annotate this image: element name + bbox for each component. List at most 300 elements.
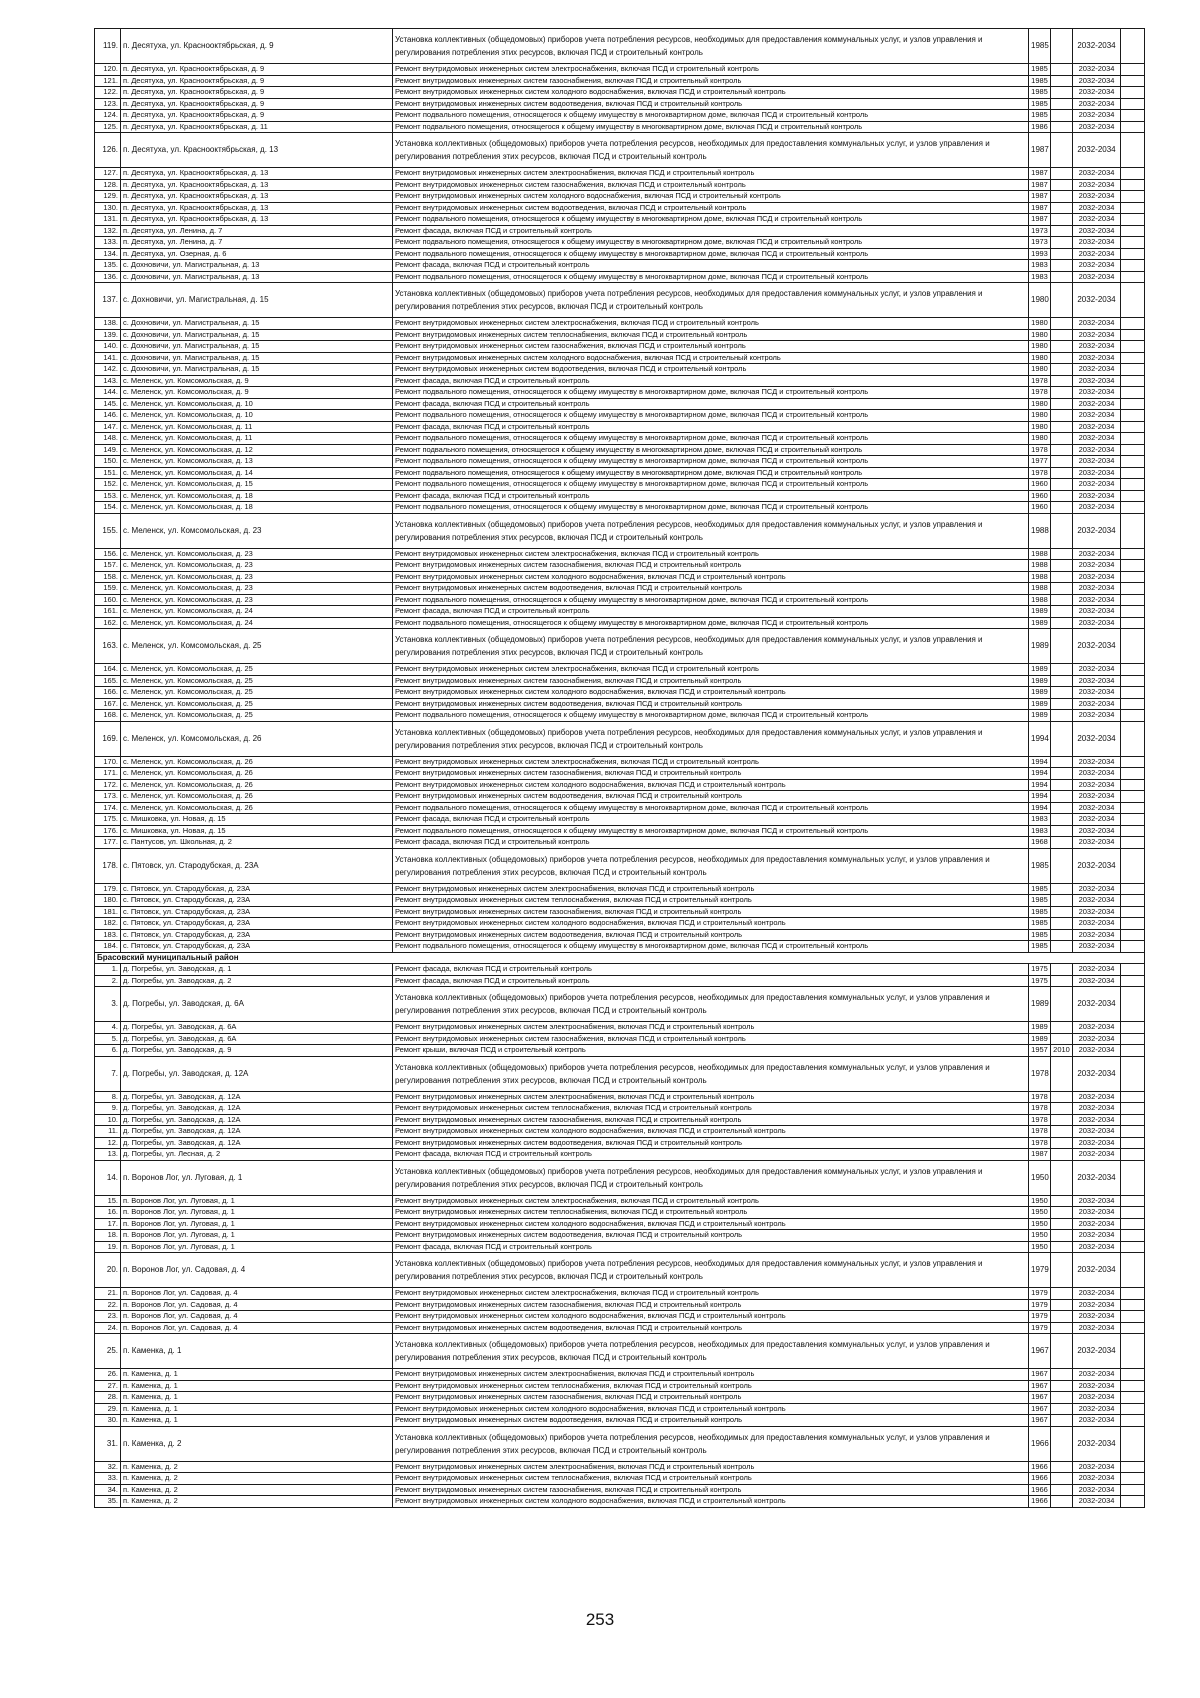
blank-cell <box>1121 768 1145 780</box>
last-repair-year-cell <box>1051 756 1073 768</box>
address-cell: с. Дохновичи, ул. Магистральная, д. 13 <box>121 260 393 272</box>
planned-period-cell: 2032-2034 <box>1073 121 1121 133</box>
blank-cell <box>1121 1045 1145 1057</box>
address-cell: с. Меленск, ул. Комсомольская, д. 25 <box>121 687 393 699</box>
planned-period-cell: 2032-2034 <box>1073 1484 1121 1496</box>
last-repair-year-cell <box>1051 1218 1073 1230</box>
planned-period-cell: 2032-2034 <box>1073 375 1121 387</box>
commissioning-year-cell: 1985 <box>1029 848 1051 883</box>
blank-cell <box>1121 1311 1145 1323</box>
address-cell: д. Погребы, ул. Заводская, д. 12А <box>121 1103 393 1115</box>
blank-cell <box>1121 191 1145 203</box>
last-repair-year-cell <box>1051 168 1073 180</box>
table-row <box>95 1415 1145 1427</box>
commissioning-year-cell: 1978 <box>1029 387 1051 399</box>
last-repair-year-cell <box>1051 883 1073 895</box>
commissioning-year-cell: 1968 <box>1029 837 1051 849</box>
address-cell: с. Дохновичи, ул. Магистральная, д. 15 <box>121 341 393 353</box>
table-row <box>95 214 1145 226</box>
planned-period-cell: 2032-2034 <box>1073 1392 1121 1404</box>
row-number: 140. <box>95 341 121 353</box>
row-number: 35. <box>95 1496 121 1508</box>
last-repair-year-cell <box>1051 1380 1073 1392</box>
commissioning-year-cell: 1950 <box>1029 1160 1051 1195</box>
address-cell: с. Дохновичи, ул. Магистральная, д. 13 <box>121 271 393 283</box>
row-number: 180. <box>95 895 121 907</box>
commissioning-year-cell: 1985 <box>1029 110 1051 122</box>
commissioning-year-cell: 1994 <box>1029 768 1051 780</box>
address-cell: с. Меленск, ул. Комсомольская, д. 23 <box>121 548 393 560</box>
planned-period-cell: 2032-2034 <box>1073 1195 1121 1207</box>
row-number: 20. <box>95 1253 121 1288</box>
address-cell: п. Десятуха, ул. Красноoктябрьская, д. 13 <box>121 168 393 180</box>
work-type-cell: Ремонт фасада, включая ПСД и строительный контроль <box>393 421 1029 433</box>
planned-period-cell: 2032-2034 <box>1073 1299 1121 1311</box>
blank-cell <box>1121 964 1145 976</box>
work-type-cell: Ремонт внутридомовых инженерных систем водоотведения, включая ПСД и строительный контроль <box>393 1137 1029 1149</box>
row-number: 119. <box>95 29 121 64</box>
table-row <box>95 1103 1145 1115</box>
commissioning-year-cell: 1978 <box>1029 1103 1051 1115</box>
commissioning-year-cell: 1985 <box>1029 918 1051 930</box>
planned-period-cell: 2032-2034 <box>1073 29 1121 64</box>
table-row <box>95 606 1145 618</box>
table-row <box>95 1253 1145 1288</box>
last-repair-year-cell <box>1051 975 1073 987</box>
address-cell: с. Меленск, ул. Комсомольская, д. 25 <box>121 710 393 722</box>
address-cell: п. Каменка, д. 2 <box>121 1496 393 1508</box>
planned-period-cell: 2032-2034 <box>1073 1230 1121 1242</box>
row-number: 15. <box>95 1195 121 1207</box>
work-type-cell: Установка коллективных (общедомовых) приборов учета потребления ресурсов, необходимых для предоставления коммунальных услуг, и узлов управления и регулирования потребления этих ресурсов, включая ПСД и строительный контроль <box>393 29 1029 64</box>
address-cell: с. Меленск, ул. Комсомольская, д. 25 <box>121 664 393 676</box>
planned-period-cell: 2032-2034 <box>1073 456 1121 468</box>
table-row <box>95 825 1145 837</box>
last-repair-year-cell <box>1051 1415 1073 1427</box>
planned-period-cell: 2032-2034 <box>1073 848 1121 883</box>
blank-cell <box>1121 1091 1145 1103</box>
address-cell: с. Меленск, ул. Комсомольская, д. 26 <box>121 791 393 803</box>
work-type-cell: Ремонт внутридомовых инженерных систем водоотведения, включая ПСД и строительный контроль <box>393 1230 1029 1242</box>
blank-cell <box>1121 1195 1145 1207</box>
row-number: 183. <box>95 929 121 941</box>
commissioning-year-cell: 1979 <box>1029 1288 1051 1300</box>
planned-period-cell: 2032-2034 <box>1073 260 1121 272</box>
address-cell: д. Погребы, ул. Заводская, д. 6А <box>121 1022 393 1034</box>
work-type-cell: Установка коллективных (общедомовых) приборов учета потребления ресурсов, необходимых для предоставления коммунальных услуг, и узлов управления и регулирования потребления этих ресурсов, включая ПСД и строительный контроль <box>393 848 1029 883</box>
last-repair-year-cell <box>1051 433 1073 445</box>
work-type-cell: Ремонт фасада, включая ПСД и строительный контроль <box>393 964 1029 976</box>
commissioning-year-cell: 1950 <box>1029 1241 1051 1253</box>
last-repair-year-cell <box>1051 1299 1073 1311</box>
commissioning-year-cell: 1960 <box>1029 479 1051 491</box>
planned-period-cell: 2032-2034 <box>1073 710 1121 722</box>
planned-period-cell: 2032-2034 <box>1073 225 1121 237</box>
table-row <box>95 421 1145 433</box>
blank-cell <box>1121 260 1145 272</box>
address-cell: с. Меленск, ул. Комсомольская, д. 23 <box>121 583 393 595</box>
planned-period-cell: 2032-2034 <box>1073 583 1121 595</box>
planned-period-cell: 2032-2034 <box>1073 1045 1121 1057</box>
blank-cell <box>1121 1114 1145 1126</box>
row-number: 29. <box>95 1403 121 1415</box>
table-row <box>95 756 1145 768</box>
table-row <box>95 1334 1145 1369</box>
planned-period-cell: 2032-2034 <box>1073 906 1121 918</box>
table-row <box>95 513 1145 548</box>
work-type-cell: Ремонт внутридомовых инженерных систем газоснабжения, включая ПСД и строительный контроль <box>393 1299 1029 1311</box>
planned-period-cell: 2032-2034 <box>1073 110 1121 122</box>
work-type-cell: Ремонт внутридомовых инженерных систем водоотведения, включая ПСД и строительный контроль <box>393 364 1029 376</box>
last-repair-year-cell <box>1051 1149 1073 1161</box>
last-repair-year-cell <box>1051 64 1073 76</box>
address-cell: с. Меленск, ул. Комсомольская, д. 24 <box>121 617 393 629</box>
commissioning-year-cell: 1987 <box>1029 202 1051 214</box>
work-type-cell: Ремонт подвального помещения, относящегося к общему имуществу в многоквартирном доме, включая ПСД и строительный контроль <box>393 710 1029 722</box>
table-row <box>95 975 1145 987</box>
work-type-cell: Ремонт подвального помещения, относящегося к общему имуществу в многоквартирном доме, включая ПСД и строительный контроль <box>393 271 1029 283</box>
address-cell: п. Каменка, д. 1 <box>121 1403 393 1415</box>
blank-cell <box>1121 502 1145 514</box>
planned-period-cell: 2032-2034 <box>1073 191 1121 203</box>
commissioning-year-cell: 1980 <box>1029 398 1051 410</box>
planned-period-cell: 2032-2034 <box>1073 364 1121 376</box>
work-type-cell: Ремонт внутридомовых инженерных систем электроснабжения, включая ПСД и строительный контроль <box>393 1195 1029 1207</box>
table-row <box>95 617 1145 629</box>
blank-cell <box>1121 364 1145 376</box>
last-repair-year-cell <box>1051 1369 1073 1381</box>
last-repair-year-cell <box>1051 329 1073 341</box>
commissioning-year-cell: 1967 <box>1029 1392 1051 1404</box>
row-number: 151. <box>95 467 121 479</box>
table-row <box>95 1461 1145 1473</box>
last-repair-year-cell <box>1051 1091 1073 1103</box>
commissioning-year-cell: 1979 <box>1029 1299 1051 1311</box>
last-repair-year-cell <box>1051 502 1073 514</box>
work-type-cell: Ремонт внутридомовых инженерных систем электроснабжения, включая ПСД и строительный контроль <box>393 1022 1029 1034</box>
planned-period-cell: 2032-2034 <box>1073 1369 1121 1381</box>
last-repair-year-cell <box>1051 825 1073 837</box>
commissioning-year-cell: 1966 <box>1029 1461 1051 1473</box>
address-cell: д. Погребы, ул. Заводская, д. 2 <box>121 975 393 987</box>
last-repair-year-cell <box>1051 1392 1073 1404</box>
row-number: 25. <box>95 1334 121 1369</box>
row-number: 23. <box>95 1311 121 1323</box>
commissioning-year-cell: 1989 <box>1029 687 1051 699</box>
row-number: 168. <box>95 710 121 722</box>
commissioning-year-cell: 1966 <box>1029 1484 1051 1496</box>
work-type-cell: Установка коллективных (общедомовых) приборов учета потребления ресурсов, необходимых для предоставления коммунальных услуг, и узлов управления и регулирования потребления этих ресурсов, включая ПСД и строительный контроль <box>393 1334 1029 1369</box>
table-row <box>95 444 1145 456</box>
address-cell: п. Воронов Лог, ул. Луговая, д. 1 <box>121 1241 393 1253</box>
blank-cell <box>1121 1461 1145 1473</box>
table-row <box>95 456 1145 468</box>
commissioning-year-cell: 1989 <box>1029 987 1051 1022</box>
address-cell: с. Меленск, ул. Комсомольская, д. 24 <box>121 606 393 618</box>
row-number: 154. <box>95 502 121 514</box>
commissioning-year-cell: 1989 <box>1029 675 1051 687</box>
table-row <box>95 779 1145 791</box>
table-row <box>95 895 1145 907</box>
row-number: 147. <box>95 421 121 433</box>
commissioning-year-cell: 1994 <box>1029 779 1051 791</box>
row-number: 142. <box>95 364 121 376</box>
blank-cell <box>1121 375 1145 387</box>
row-number: 129. <box>95 191 121 203</box>
blank-cell <box>1121 1253 1145 1288</box>
planned-period-cell: 2032-2034 <box>1073 202 1121 214</box>
planned-period-cell: 2032-2034 <box>1073 168 1121 180</box>
row-number: 34. <box>95 1484 121 1496</box>
work-type-cell: Ремонт внутридомовых инженерных систем водоотведения, включая ПСД и строительный контроль <box>393 929 1029 941</box>
row-number: 122. <box>95 87 121 99</box>
last-repair-year-cell <box>1051 1160 1073 1195</box>
table-row <box>95 768 1145 780</box>
address-cell: с. Дохновичи, ул. Магистральная, д. 15 <box>121 283 393 318</box>
row-number: 16. <box>95 1207 121 1219</box>
row-number: 139. <box>95 329 121 341</box>
work-type-cell: Ремонт внутридомовых инженерных систем газоснабжения, включая ПСД и строительный контроль <box>393 1484 1029 1496</box>
address-cell: п. Десятуха, ул. Красноoктябрьская, д. 9 <box>121 29 393 64</box>
table-row <box>95 318 1145 330</box>
row-number: 171. <box>95 768 121 780</box>
last-repair-year-cell <box>1051 283 1073 318</box>
address-cell: п. Каменка, д. 2 <box>121 1484 393 1496</box>
planned-period-cell: 2032-2034 <box>1073 1288 1121 1300</box>
last-repair-year-cell <box>1051 710 1073 722</box>
planned-period-cell: 2032-2034 <box>1073 1126 1121 1138</box>
row-number: 30. <box>95 1415 121 1427</box>
commissioning-year-cell: 1985 <box>1029 941 1051 953</box>
commissioning-year-cell: 1988 <box>1029 560 1051 572</box>
last-repair-year-cell <box>1051 75 1073 87</box>
commissioning-year-cell: 1978 <box>1029 1126 1051 1138</box>
last-repair-year-cell <box>1051 110 1073 122</box>
row-number: 31. <box>95 1426 121 1461</box>
commissioning-year-cell: 1967 <box>1029 1403 1051 1415</box>
blank-cell <box>1121 814 1145 826</box>
address-cell: п. Десятуха, ул. Красноoктябрьская, д. 13 <box>121 191 393 203</box>
row-number: 153. <box>95 490 121 502</box>
table-row <box>95 341 1145 353</box>
row-number: 174. <box>95 802 121 814</box>
row-number: 148. <box>95 433 121 445</box>
blank-cell <box>1121 1137 1145 1149</box>
row-number: 127. <box>95 168 121 180</box>
blank-cell <box>1121 560 1145 572</box>
address-cell: с. Меленск, ул. Комсомольская, д. 10 <box>121 398 393 410</box>
row-number: 10. <box>95 1114 121 1126</box>
planned-period-cell: 2032-2034 <box>1073 1056 1121 1091</box>
row-number: 166. <box>95 687 121 699</box>
commissioning-year-cell: 1987 <box>1029 168 1051 180</box>
commissioning-year-cell: 1985 <box>1029 29 1051 64</box>
address-cell: д. Погребы, ул. Заводская, д. 6А <box>121 1033 393 1045</box>
address-cell: п. Десятуха, ул. Красноoктябрьская, д. 9 <box>121 75 393 87</box>
last-repair-year-cell <box>1051 1195 1073 1207</box>
blank-cell <box>1121 837 1145 849</box>
work-type-cell: Ремонт подвального помещения, относящегося к общему имуществу в многоквартирном доме, включая ПСД и строительный контроль <box>393 479 1029 491</box>
work-type-cell: Ремонт фасада, включая ПСД и строительный контроль <box>393 975 1029 987</box>
blank-cell <box>1121 594 1145 606</box>
address-cell: п. Воронов Лог, ул. Садовая, д. 4 <box>121 1322 393 1334</box>
last-repair-year-cell <box>1051 364 1073 376</box>
commissioning-year-cell: 1983 <box>1029 271 1051 283</box>
last-repair-year-cell <box>1051 1334 1073 1369</box>
planned-period-cell: 2032-2034 <box>1073 1253 1121 1288</box>
commissioning-year-cell: 1975 <box>1029 975 1051 987</box>
row-number: 141. <box>95 352 121 364</box>
row-number: 156. <box>95 548 121 560</box>
row-number: 124. <box>95 110 121 122</box>
row-number: 8. <box>95 1091 121 1103</box>
commissioning-year-cell: 1985 <box>1029 64 1051 76</box>
last-repair-year-cell <box>1051 929 1073 941</box>
commissioning-year-cell: 1967 <box>1029 1380 1051 1392</box>
commissioning-year-cell: 1994 <box>1029 756 1051 768</box>
address-cell: п. Каменка, д. 2 <box>121 1473 393 1485</box>
table-row <box>95 848 1145 883</box>
work-type-cell: Ремонт внутридомовых инженерных систем холодного водоснабжения, включая ПСД и строительный контроль <box>393 1403 1029 1415</box>
last-repair-year-cell <box>1051 1022 1073 1034</box>
blank-cell <box>1121 1288 1145 1300</box>
row-number: 123. <box>95 98 121 110</box>
last-repair-year-cell <box>1051 941 1073 953</box>
commissioning-year-cell: 1985 <box>1029 87 1051 99</box>
table-row <box>95 1022 1145 1034</box>
row-number: 150. <box>95 456 121 468</box>
planned-period-cell: 2032-2034 <box>1073 664 1121 676</box>
page-number: 253 <box>585 1610 615 1629</box>
work-type-cell: Ремонт подвального помещения, относящегося к общему имуществу в многоквартирном доме, включая ПСД и строительный контроль <box>393 433 1029 445</box>
planned-period-cell: 2032-2034 <box>1073 1137 1121 1149</box>
planned-period-cell: 2032-2034 <box>1073 318 1121 330</box>
address-cell: п. Воронов Лог, ул. Луговая, д. 1 <box>121 1218 393 1230</box>
blank-cell <box>1121 548 1145 560</box>
blank-cell <box>1121 456 1145 468</box>
work-type-cell: Ремонт внутридомовых инженерных систем электроснабжения, включая ПСД и строительный контроль <box>393 1288 1029 1300</box>
planned-period-cell: 2032-2034 <box>1073 721 1121 756</box>
table-row <box>95 329 1145 341</box>
row-number: 120. <box>95 64 121 76</box>
commissioning-year-cell: 1986 <box>1029 121 1051 133</box>
last-repair-year-cell <box>1051 571 1073 583</box>
planned-period-cell: 2032-2034 <box>1073 987 1121 1022</box>
planned-period-cell: 2032-2034 <box>1073 398 1121 410</box>
commissioning-year-cell: 1978 <box>1029 467 1051 479</box>
row-number: 24. <box>95 1322 121 1334</box>
table-row <box>95 1288 1145 1300</box>
commissioning-year-cell: 1989 <box>1029 710 1051 722</box>
last-repair-year-cell <box>1051 779 1073 791</box>
planned-period-cell: 2032-2034 <box>1073 768 1121 780</box>
table-row <box>95 260 1145 272</box>
blank-cell <box>1121 629 1145 664</box>
row-number: 131. <box>95 214 121 226</box>
work-type-cell: Ремонт фасада, включая ПСД и строительный контроль <box>393 398 1029 410</box>
work-type-cell: Ремонт подвального помещения, относящегося к общему имуществу в многоквартирном доме, включая ПСД и строительный контроль <box>393 502 1029 514</box>
last-repair-year-cell <box>1051 352 1073 364</box>
table-row <box>95 1114 1145 1126</box>
last-repair-year-cell <box>1051 906 1073 918</box>
commissioning-year-cell: 1979 <box>1029 1311 1051 1323</box>
planned-period-cell: 2032-2034 <box>1073 341 1121 353</box>
commissioning-year-cell: 1980 <box>1029 329 1051 341</box>
planned-period-cell: 2032-2034 <box>1073 1207 1121 1219</box>
last-repair-year-cell <box>1051 583 1073 595</box>
commissioning-year-cell: 1983 <box>1029 260 1051 272</box>
row-number: 164. <box>95 664 121 676</box>
address-cell: д. Погребы, ул. Заводская, д. 12А <box>121 1056 393 1091</box>
work-type-cell: Ремонт внутридомовых инженерных систем газоснабжения, включая ПСД и строительный контроль <box>393 1033 1029 1045</box>
commissioning-year-cell: 1980 <box>1029 318 1051 330</box>
work-type-cell: Ремонт внутридомовых инженерных систем водоотведения, включая ПСД и строительный контроль <box>393 98 1029 110</box>
blank-cell <box>1121 467 1145 479</box>
work-type-cell: Ремонт внутридомовых инженерных систем газоснабжения, включая ПСД и строительный контроль <box>393 75 1029 87</box>
work-type-cell: Ремонт внутридомовых инженерных систем газоснабжения, включая ПСД и строительный контроль <box>393 906 1029 918</box>
planned-period-cell: 2032-2034 <box>1073 64 1121 76</box>
row-number: 132. <box>95 225 121 237</box>
address-cell: с. Дохновичи, ул. Магистральная, д. 15 <box>121 318 393 330</box>
row-number: 160. <box>95 594 121 606</box>
last-repair-year-cell <box>1051 548 1073 560</box>
last-repair-year-cell <box>1051 456 1073 468</box>
work-type-cell: Ремонт внутридомовых инженерных систем газоснабжения, включая ПСД и строительный контроль <box>393 179 1029 191</box>
planned-period-cell: 2032-2034 <box>1073 1033 1121 1045</box>
table-row <box>95 225 1145 237</box>
address-cell: с. Меленск, ул. Комсомольская, д. 10 <box>121 410 393 422</box>
work-type-cell: Ремонт внутридомовых инженерных систем электроснабжения, включая ПСД и строительный контроль <box>393 168 1029 180</box>
table-body <box>95 29 1145 1508</box>
address-cell: п. Десятуха, ул. Красноoктябрьская, д. 11 <box>121 121 393 133</box>
last-repair-year-cell <box>1051 1322 1073 1334</box>
commissioning-year-cell: 1978 <box>1029 1114 1051 1126</box>
commissioning-year-cell: 1980 <box>1029 433 1051 445</box>
work-type-cell: Ремонт фасада, включая ПСД и строительный контроль <box>393 490 1029 502</box>
work-type-cell: Установка коллективных (общедомовых) приборов учета потребления ресурсов, необходимых для предоставления коммунальных услуг, и узлов управления и регулирования потребления этих ресурсов, включая ПСД и строительный контроль <box>393 1426 1029 1461</box>
blank-cell <box>1121 664 1145 676</box>
last-repair-year-cell <box>1051 1126 1073 1138</box>
planned-period-cell: 2032-2034 <box>1073 214 1121 226</box>
row-number: 165. <box>95 675 121 687</box>
commissioning-year-cell: 1978 <box>1029 1091 1051 1103</box>
address-cell: п. Каменка, д. 2 <box>121 1426 393 1461</box>
address-cell: п. Воронов Лог, ул. Луговая, д. 1 <box>121 1160 393 1195</box>
table-row <box>95 802 1145 814</box>
address-cell: п. Каменка, д. 1 <box>121 1392 393 1404</box>
planned-period-cell: 2032-2034 <box>1073 433 1121 445</box>
planned-period-cell: 2032-2034 <box>1073 479 1121 491</box>
work-type-cell: Ремонт подвального помещения, относящегося к общему имуществу в многоквартирном доме, включая ПСД и строительный контроль <box>393 387 1029 399</box>
table-row <box>95 110 1145 122</box>
planned-period-cell: 2032-2034 <box>1073 410 1121 422</box>
work-type-cell: Ремонт подвального помещения, относящегося к общему имуществу в многоквартирном доме, включая ПСД и строительный контроль <box>393 802 1029 814</box>
address-cell: д. Погребы, ул. Заводская, д. 12А <box>121 1137 393 1149</box>
address-cell: с. Меленск, ул. Комсомольская, д. 11 <box>121 421 393 433</box>
last-repair-year-cell <box>1051 802 1073 814</box>
table-row <box>95 837 1145 849</box>
row-number: 145. <box>95 398 121 410</box>
blank-cell <box>1121 687 1145 699</box>
table-row <box>95 237 1145 249</box>
last-repair-year-cell <box>1051 98 1073 110</box>
work-type-cell: Ремонт внутридомовых инженерных систем теплоснабжения, включая ПСД и строительный контроль <box>393 1207 1029 1219</box>
address-cell: с. Пятовск, ул. Стародубская, д. 23А <box>121 929 393 941</box>
work-type-cell: Ремонт внутридомовых инженерных систем холодного водоснабжения, включая ПСД и строительный контроль <box>393 571 1029 583</box>
work-type-cell: Ремонт внутридомовых инженерных систем теплоснабжения, включая ПСД и строительный контроль <box>393 1473 1029 1485</box>
row-number: 143. <box>95 375 121 387</box>
commissioning-year-cell: 1994 <box>1029 791 1051 803</box>
